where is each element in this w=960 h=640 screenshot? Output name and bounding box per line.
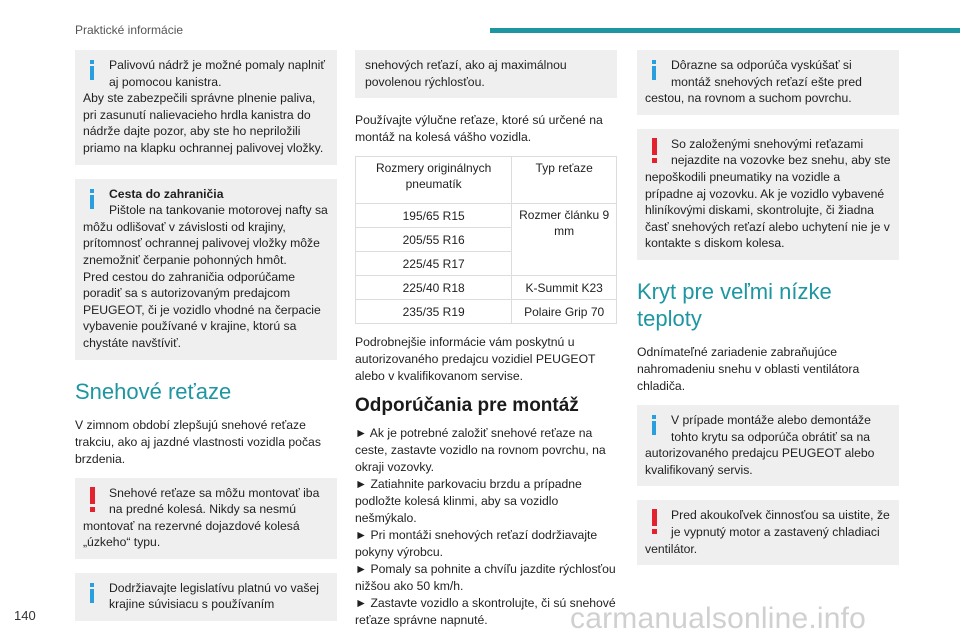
info-text: Dodržiavajte legislatívu platnú vo vašej krajine súvisiacu s používaním — [109, 580, 320, 612]
info-text: Dôrazne sa odporúča vyskúšať si montáž snehových reťazí ešte pred cestou, na rovnom a suchom povrchu. — [645, 58, 862, 106]
section-intro: V zimnom období zlepšujú snehové reťaze trakciu, ako aj jazdné vlastnosti vozidla počas brzdenia. — [75, 417, 321, 466]
chain-table — [355, 156, 617, 324]
column-3 — [637, 50, 899, 579]
info-box-cover-dealer — [637, 405, 899, 486]
warning-text: So založenými snehovými reťazami nejazdite na vozovke bez snehu, aby ste nepoškodili pneumatiky na vozidle a prípadne aj vozovku. Ak je vozidlo vybavené hliníkovými diskami, skontrolujte, či žiadna časť snehových reťazí alebo uchytení nie je v kontakte s diskom kolesa. — [645, 136, 891, 251]
list-item: ► Pri montáži snehových reťazí dodržiavajte pokyny výrobcu. — [355, 528, 598, 560]
column-2 — [355, 50, 617, 629]
header-accent-bar — [490, 28, 960, 33]
table-header: Rozmery originálnych pneumatík — [356, 157, 512, 204]
warning-box-no-snow — [637, 129, 899, 260]
warning-box-front-wheels — [75, 478, 337, 559]
info-box-test-mounting — [637, 50, 899, 115]
paragraph: Podrobnejšie informácie vám poskytnú u autorizovaného predajcu vozidiel PEUGEOT alebo v kvalifikovanom servise. — [355, 335, 596, 384]
warning-icon — [645, 136, 667, 164]
page-number: 140 — [14, 608, 36, 623]
table-cell: 235/35 R19 — [356, 300, 512, 324]
table-cell: 205/55 R16 — [356, 228, 512, 252]
section-heading-mounting: Odporúčania pre montáž — [355, 395, 579, 417]
list-item: ► Ak je potrebné založiť snehové reťaze na ceste, zastavte vozidlo na rovnom povrchu, na okraji vozovky. — [355, 426, 606, 475]
info-title: Cesta do zahraničia — [109, 186, 224, 201]
info-box-continued — [355, 50, 617, 98]
table-header: Typ reťaze — [512, 157, 617, 204]
warning-icon — [645, 507, 667, 535]
table-cell: 195/65 R15 — [356, 204, 512, 228]
section-heading-cover: Kryt pre veľmi nízke teploty — [637, 278, 832, 331]
info-box-abroad — [75, 179, 337, 360]
paragraph: Používajte výlučne reťaze, ktoré sú určené na montáž na kolesá vášho vozidla. — [355, 113, 603, 145]
list-item: ► Zastavte vozidlo a skontrolujte, či sú snehové reťaze správne napnuté. — [355, 596, 616, 628]
info-box-fuel-canister — [75, 50, 337, 165]
watermark: carmanualsonline.info — [570, 602, 867, 635]
info-text: snehových reťazí, ako aj maximálnou povolenou rýchlosťou. — [365, 58, 567, 89]
info-icon — [83, 57, 105, 85]
table-cell: K-Summit K23 — [512, 276, 617, 300]
warning-text: Snehové reťaze sa môžu montovať iba na predné kolesá. Nikdy sa nesmú montovať na rezervné dojazdové kolesá „úzkeho“ typu. — [83, 485, 320, 550]
paragraph: Odnímateľné zariadenie zabraňujúce nahromadeniu snehu v oblasti ventilátora chladiča. — [637, 344, 860, 393]
list-item: ► Pomaly sa pohnite a chvíľu jazdite rýchlosťou nižšou ako 50 km/h. — [355, 562, 616, 594]
info-icon — [83, 186, 105, 214]
table-cell: Rozmer článku 9 mm — [512, 204, 617, 276]
warning-icon — [83, 485, 105, 513]
section-heading-snow-chains: Snehové reťaze — [75, 378, 232, 404]
info-icon — [83, 580, 105, 608]
steps-list — [355, 425, 617, 629]
running-header: Praktické informácie — [75, 23, 184, 37]
list-item: ► Zatiahnite parkovaciu brzdu a prípadne podložte kolesá klinmi, aby sa vozidlo nešmýkalo. — [355, 477, 582, 526]
table-cell: 225/45 R17 — [356, 252, 512, 276]
column-1 — [75, 50, 337, 635]
table-cell: 225/40 R18 — [356, 276, 512, 300]
warning-box-engine-off — [637, 500, 899, 565]
info-box-legislation — [75, 573, 337, 621]
info-text: Pištole na tankovanie motorovej nafty sa môžu odlišovať v závislosti od krajiny, prítomnosť ochrannej palivovej vložky môže znemožniť čerpanie pohonných hmôt. — [83, 203, 328, 267]
info-text: Palivovú nádrž je možné pomaly naplniť aj pomocou kanistra. — [109, 58, 325, 89]
info-text: V prípade montáže alebo demontáže tohto krytu sa odporúča obrátiť sa na autorizovaného predajcu PEUGEOT alebo kvalifikovaný servis. — [645, 412, 875, 477]
info-text: Pred cestou do zahraničia odporúčame poradiť sa s autorizovaným predajcom PEUGEOT, či je vozidlo vhodné na čerpacie vybavenie používané v krajine, ktorú sa chystáte navštíviť. — [83, 269, 321, 350]
info-icon — [645, 412, 667, 440]
info-icon — [645, 57, 667, 85]
table-cell: Polaire Grip 70 — [512, 300, 617, 324]
info-text: Aby ste zabezpečili správne plnenie paliva, pri zasunutí nalievacieho hrdla kanistra do nádrže dajte pozor, aby ste ho nepriložili priamo na klapku ochrannej palivovej vložky. — [83, 91, 324, 155]
warning-text: Pred akoukoľvek činnosťou sa uistite, že je vypnutý motor a zastavený chladiaci ventilátor. — [645, 508, 890, 556]
